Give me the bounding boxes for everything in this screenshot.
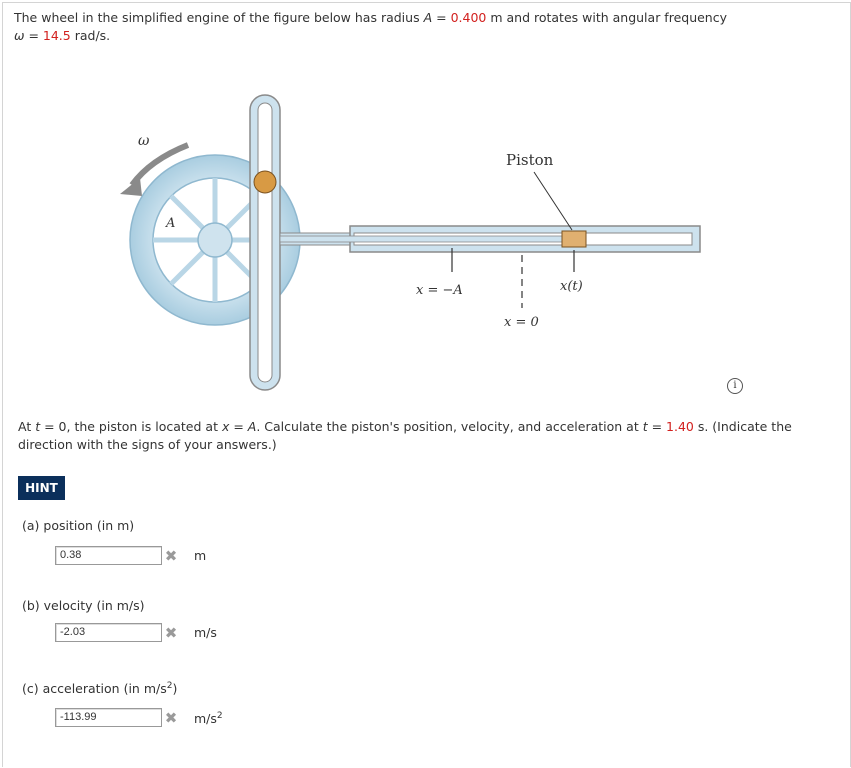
omega-unit: rad/s. <box>70 28 111 43</box>
part-b-label: (b) velocity (in m/s) <box>22 598 145 613</box>
label-x-neg-a: x = −A <box>416 283 463 298</box>
t-symbol: t <box>642 419 648 434</box>
prompt-text: = <box>229 419 248 434</box>
question-text <box>14 9 814 45</box>
part-c-label-text: ) <box>172 681 178 697</box>
omega-value: 14.5 <box>42 28 71 43</box>
acceleration-input[interactable]: -113.99 <box>55 708 162 727</box>
omega-symbol: ω <box>14 28 25 43</box>
position-input[interactable]: 0.38 <box>55 546 162 565</box>
incorrect-icon: ✖ <box>164 624 178 642</box>
label-x-zero: x = 0 <box>504 315 539 330</box>
info-icon[interactable]: i <box>727 378 743 394</box>
equals-sign: = <box>24 28 43 43</box>
part-c-label <box>22 678 177 697</box>
yoke-slot-inner <box>258 103 272 382</box>
radius-unit: m and rotates with angular frequency <box>486 10 727 25</box>
radius-symbol: A <box>423 10 433 25</box>
radius-value: 0.400 <box>450 10 487 25</box>
intro-text: The wheel in the simplified engine of the figure below has radius <box>14 10 424 25</box>
piston-rod <box>280 236 570 242</box>
wheel-hub <box>198 223 232 257</box>
piston <box>562 231 586 247</box>
velocity-input[interactable]: -2.03 <box>55 623 162 642</box>
piston-label: Piston <box>506 151 554 169</box>
radius-label: A <box>166 216 176 231</box>
acceleration-unit-base: m/s <box>194 711 217 727</box>
velocity-unit: m/s <box>194 625 217 640</box>
incorrect-icon: ✖ <box>164 709 178 727</box>
acceleration-unit <box>194 708 223 727</box>
a-symbol: A <box>247 419 257 434</box>
question-prompt <box>18 418 844 454</box>
label-x-t: x(t) <box>560 279 583 294</box>
crank-pin <box>254 171 276 193</box>
prompt-text: s. (Indicate the direction with the signs of your answers.) <box>18 419 792 452</box>
equals-sign: = <box>432 10 451 25</box>
prompt-text: = <box>647 419 667 434</box>
t-symbol: t <box>35 419 41 434</box>
prompt-text: . Calculate the piston's position, velocity, and acceleration at <box>256 419 643 434</box>
incorrect-icon: ✖ <box>164 547 178 565</box>
prompt-text: At <box>18 419 36 434</box>
part-c-label-text: (c) acceleration (in m/s <box>22 681 167 697</box>
x-symbol: x <box>221 419 230 434</box>
t-value: 1.40 <box>666 419 694 434</box>
prompt-text: = 0, the piston is located at <box>40 419 222 434</box>
position-unit: m <box>194 548 207 563</box>
part-c-label-exponent: 2 <box>166 681 173 691</box>
omega-label: ω <box>138 133 150 149</box>
rotation-arrowhead <box>120 178 142 196</box>
engine-figure <box>110 90 710 400</box>
acceleration-unit-exponent: 2 <box>216 711 223 721</box>
piston-pointer <box>534 172 572 230</box>
part-a-label: (a) position (in m) <box>22 518 135 533</box>
hint-button[interactable]: HINT <box>18 476 65 500</box>
